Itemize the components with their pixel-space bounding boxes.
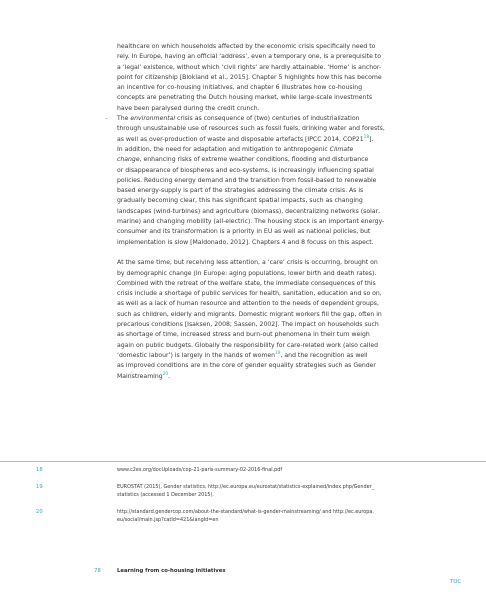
text-fragment: , enhancing risks of extreme weather conditions, flooding and disturbance [139, 156, 369, 164]
text-line: such as children, elderly and migrants. Domestic migrant workers fill the gap, often in [117, 310, 382, 318]
text-line: as improved conditions are in the core of gender equality strategies such as Gender [117, 362, 376, 370]
text-line: have been paralysed during the credit crunch. [117, 104, 260, 112]
footnote-line: www.c2es.org/docUploads/cop-21-paris-summary-02-2016-final.pdf [117, 467, 283, 473]
running-title: Learning from co-housing initiatives [117, 568, 226, 574]
text-line: policies. Reducing energy demand and the transition from fossil-based to renewable [117, 176, 377, 184]
text-fragment: The [117, 115, 131, 123]
text-line: Combined with the retreat of the welfare state, the immediate consequences of this [117, 279, 376, 287]
text-line: crisis include a shortage of public services for health, sanitation, education and so on, [117, 290, 382, 298]
text-line: At the same time, but receiving less attention, a ‘care’ crisis is occurring, brought on [117, 259, 378, 267]
footnote-ref-20[interactable]: 20 [162, 371, 169, 377]
text-fragment: ]. [369, 135, 374, 143]
main-text [105, 42, 455, 382]
text-line: marine) and changing mobility (all-electric). The housing stock is an important energy- [117, 218, 385, 226]
text-line: concepts are penetrating the Dutch housing market, while large-scale investments [117, 94, 373, 102]
text-line: consumer and its transformation is a priority in EU as well as national policies, but [117, 228, 371, 236]
text-line: healthcare on which households affected by the economic crisis specifically need to [117, 43, 376, 50]
footnote-number: 19 [36, 484, 43, 490]
text-line: or disappearance of biospheres and eco-systems, is increasingly influencing spatial [117, 166, 374, 174]
footnote-ref-19[interactable]: 19 [275, 350, 281, 356]
text-line: through unsustainable use of resources such as fossil fuels, drinking water and forests, [117, 125, 385, 133]
text-line: point for citizenship [Blokland et al., 2015]. Chapter 5 highlights how this has become [117, 73, 382, 81]
footnote-number: 18 [36, 467, 43, 473]
text-line: precarious conditions [Isaksen, 2008; Sassen, 2002]. The impact on households such [117, 321, 379, 329]
paragraph-housing [117, 42, 455, 114]
footnote-line: eu/social/main.jsp?catId=421&langId=en [117, 516, 219, 523]
text-line: as well as a lack of human resource and attention to the needs of dependent groups, [117, 300, 379, 308]
paragraph-care-crisis [117, 258, 455, 382]
emphasis-text: change [117, 156, 140, 164]
text-fragment: crisis as consequence of (two) centuries of industrialization [175, 115, 360, 123]
text-line: rely. In Europe, having an official ‘address’, even a temporary one, is a prerequisite to [117, 53, 381, 61]
footnote-text[interactable] [117, 509, 462, 524]
list-dash: – [105, 115, 109, 123]
text-fragment: as well as over-production of waste and disposable artefacts [IPCC 2014, COP21 [117, 135, 364, 143]
text-line: gradually becoming clear, this has significant spatial impacts, such as changing [117, 197, 363, 205]
text-line: an incentive for co-housing initiatives, and chapter 6 illustrates how co-housing [117, 84, 363, 92]
text-fragment: . [168, 372, 171, 380]
footnote-divider [0, 461, 486, 462]
emphasis-text: environmental [130, 115, 176, 123]
text-line: again on public budgets. Globally the responsibility for care-related work (also called [117, 341, 379, 349]
footnote-line: statistics (accessed 1 December 2015). [117, 491, 214, 498]
text-fragment: ‘domestic labour’) is largely in the hands of women [117, 351, 276, 359]
footnote-number: 20 [36, 509, 43, 515]
text-fragment: In addition, the need for adaptation and mitigation to anthropogenic [117, 145, 330, 153]
text-line: by demographic change (In Europe: aging populations, lower birth and death rates). [117, 269, 377, 277]
footnote-text[interactable] [117, 467, 462, 475]
footnote-ref-18[interactable]: 18 [363, 134, 370, 140]
footnote-line: http://standard.gendercop.com/about-the-standard/what-is-gender-mainstreaming/ and http://ec.europa. [117, 509, 374, 515]
toc-link[interactable]: TOC [450, 579, 462, 585]
text-line: based energy-supply is part of the strategies addressing the climate crisis. As is [117, 187, 364, 195]
text-fragment: , and the recognition as well [280, 351, 368, 359]
text-line: a ‘legal’ existence, without which ‘civil rights’ are hardly attainable. ‘Home’ is anchor- [117, 63, 382, 71]
footnote-line: EUROSTAT (2015), Gender statistics, http://ec.europa.eu/eurostat/statistics-explained/index.php/Gender_ [117, 484, 375, 490]
text-line: as shortage of time, increased stress and burn-out phenomena in their turn weigh [117, 331, 370, 339]
text-fragment: Mainstreaming [117, 372, 163, 380]
text-line: implementation is slow [Maldonado, 2012]. Chapters 4 and 8 focuss on this aspect. [117, 238, 374, 246]
footnote-text[interactable] [117, 484, 462, 499]
page-number: 78 [94, 568, 101, 574]
emphasis-text: Climate [329, 145, 354, 153]
paragraph-environmental [105, 114, 455, 248]
text-line: landscapes (wind-turbines) and agriculture (biomass), decentralizing networks (solar, [117, 207, 381, 215]
